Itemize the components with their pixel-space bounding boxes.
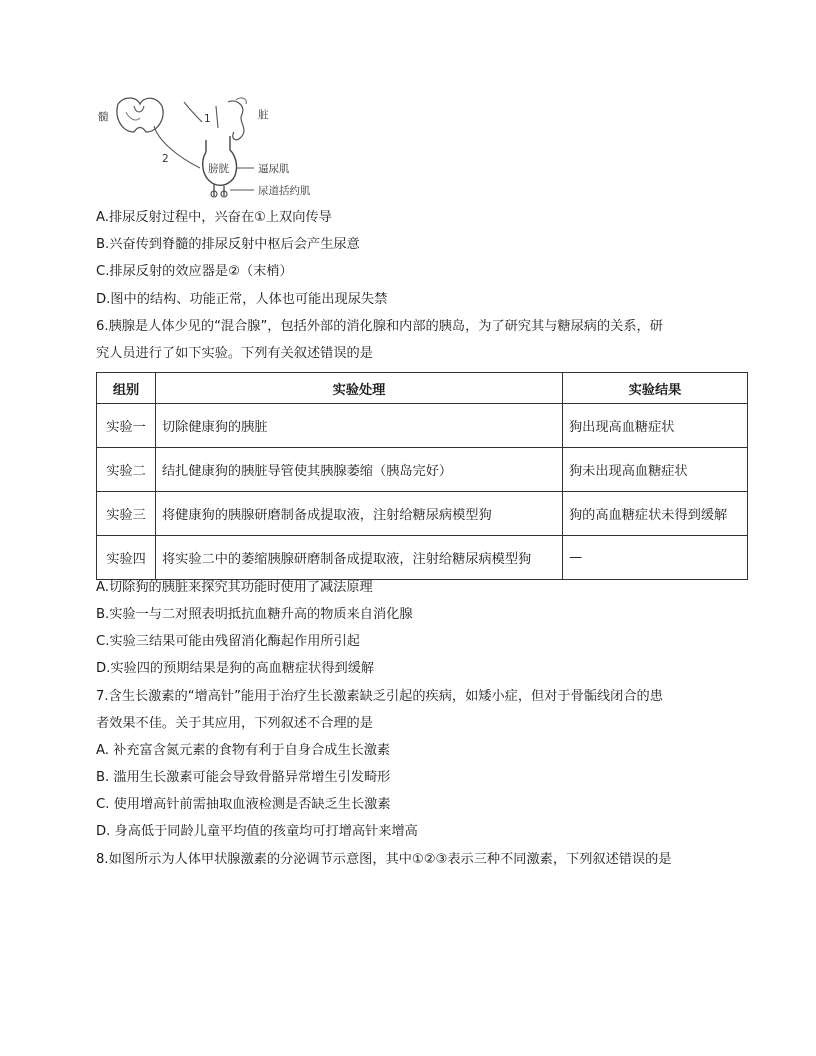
- urination-reflex-diagram: [96, 92, 336, 204]
- spinal-cord-shape: [117, 98, 163, 132]
- bladder-shape: [203, 136, 237, 185]
- q5-option-a: A.排尿反射过程中，兴奋在①上双向传导: [96, 210, 332, 225]
- table-cell-treatment: 将实验二中的萎缩胰腺研磨制备成提取液，注射给糖尿病模型狗: [156, 536, 563, 580]
- q6-stem-line1: 6.胰腺是人体少见的“混合腺”，包括外部的消化腺和内部的胰岛，为了研究其与糖尿病的关系，研: [96, 319, 663, 334]
- table-cell-treatment: 将健康狗的胰腺研磨制备成提取液，注射给糖尿病模型狗: [156, 492, 563, 536]
- q6-option-c: C.实验三结果可能由残留消化酶起作用所引起: [96, 634, 360, 649]
- q7-stem-line2: 者效果不佳。关于其应用，下列叙述不合理的是: [96, 716, 373, 731]
- q6-option-b: B.实验一与二对照表明抵抗血糖升高的物质来自消化腺: [96, 607, 413, 622]
- diagram-label-sphincter: 尿道括约肌: [258, 185, 311, 197]
- table-row: [97, 536, 748, 580]
- q7-option-c: C. 使用增高针前需抽取血液检测是否缺乏生长激素: [96, 797, 391, 812]
- organ-shape: [228, 101, 244, 140]
- table-header-treatment: 实验处理: [156, 373, 563, 404]
- diagram-label-bladder: 膀胱: [208, 163, 229, 175]
- q5-option-d: D.图中的结构、功能正常，人体也可能出现尿失禁: [96, 292, 388, 307]
- table-header-result: 实验结果: [563, 373, 748, 404]
- q5-option-b: B.兴奋传到脊髓的排尿反射中枢后会产生尿意: [96, 237, 360, 252]
- diagram-label-2: 2: [162, 153, 169, 165]
- table-cell-result: 狗的高血糖症状未得到缓解: [563, 492, 748, 536]
- table-header-group: 组别: [97, 373, 156, 404]
- table-cell-result: —: [563, 536, 748, 580]
- table-row: [97, 404, 748, 448]
- diagram-label-1: 1: [204, 113, 211, 125]
- q7-option-d: D. 身高低于同龄儿童平均值的孩童均可打增高针来增高: [96, 824, 418, 839]
- q8-stem-line1: 8.如图所示为人体甲状腺激素的分泌调节示意图，其中①②③表示三种不同激素，下列叙述错误的是: [96, 852, 672, 867]
- q7-option-a: A. 补充富含氮元素的食物有利于自身合成生长激素: [96, 743, 391, 758]
- q5-option-c: C.排尿反射的效应器是②（末梢）: [96, 264, 293, 279]
- table-header-row: [97, 373, 748, 404]
- diagram-label-left: 髓: [98, 111, 109, 123]
- table-cell-group: 实验一: [97, 404, 156, 448]
- table-cell-result: 狗未出现高血糖症状: [563, 448, 748, 492]
- q6-option-a: A.切除狗的胰脏来探究其功能时使用了减法原理: [96, 580, 373, 595]
- table-cell-result: 狗出现高血糖症状: [563, 404, 748, 448]
- q6-stem-line2: 究人员进行了如下实验。下列有关叙述错误的是: [96, 346, 373, 361]
- q7-option-b: B. 滥用生长激素可能会导致骨骼异常增生引发畸形: [96, 770, 391, 785]
- diagram-label-organ: 脏: [258, 109, 269, 121]
- q6-option-d: D.实验四的预期结果是狗的高血糖症状得到缓解: [96, 661, 375, 676]
- diagram-label-detrusor: 逼尿肌: [258, 163, 290, 175]
- reflex-arc-svg: [96, 92, 336, 204]
- table-cell-treatment: 结扎健康狗的胰脏导管使其胰腺萎缩（胰岛完好）: [156, 448, 563, 492]
- q7-stem-line1: 7.含生长激素的“增高针”能用于治疗生长激素缺乏引起的疾病，如矮小症，但对于骨骺线闭合的患: [96, 689, 663, 704]
- nerve-path-1: [184, 102, 202, 122]
- experiment-table: [96, 372, 748, 580]
- table-cell-group: 实验二: [97, 448, 156, 492]
- table-cell-group: 实验四: [97, 536, 156, 580]
- table-cell-treatment: 切除健康狗的胰脏: [156, 404, 563, 448]
- nerve-path-2: [154, 126, 200, 168]
- table-row: [97, 448, 748, 492]
- table-row: [97, 492, 748, 536]
- table-cell-group: 实验三: [97, 492, 156, 536]
